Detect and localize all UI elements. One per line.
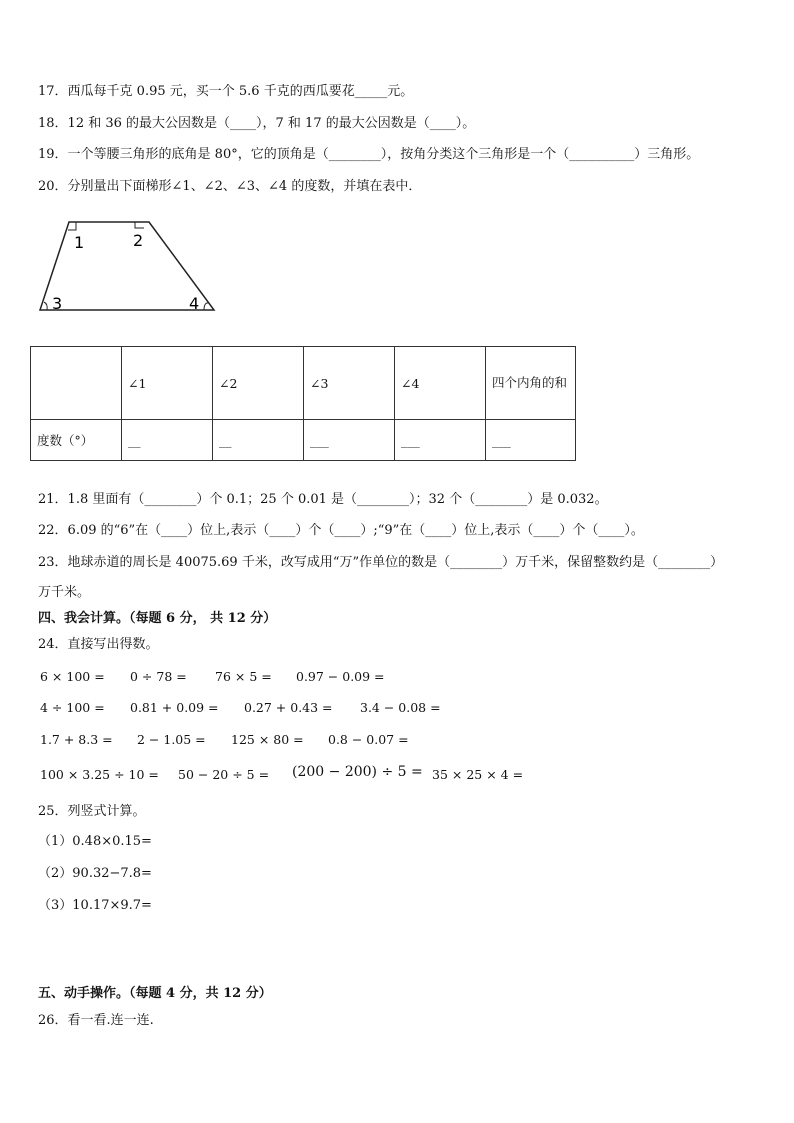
question-23-continuation: 万千米。 — [38, 585, 91, 600]
table-row — [31, 420, 576, 461]
section-4-heading: 四、我会计算。（每题 6 分， 共 12 分） — [38, 611, 277, 626]
question-25-3: （3）10.17×9.7= — [38, 898, 152, 913]
calc-item: 3.4 − 0.08 = — [360, 700, 441, 715]
calc-item: 2 − 1.05 = — [137, 732, 206, 747]
angle-4-label: 4 — [189, 294, 200, 313]
question-17: 17．西瓜每千克 0.95 元，买一个 5.6 千克的西瓜要花_____元。 — [38, 84, 414, 99]
table-header-cell — [31, 347, 122, 420]
question-22: 22．6.09 的“6”在（____）位上,表示（____）个（____）;“9”在（____）位上,表示（____）个（____）。 — [38, 523, 644, 538]
question-25-1: （1）0.48×0.15= — [38, 834, 152, 849]
table-cell: ___ — [395, 420, 486, 461]
table-header-cell: ∠4 — [395, 347, 486, 420]
table-cell: __ — [213, 420, 304, 461]
question-21: 21．1.8 里面有（________）个 0.1；25 个 0.01 是（________）；32 个（________）是 0.032。 — [38, 492, 608, 507]
calc-item: 0.81 + 0.09 = — [130, 700, 219, 715]
calc-item: 100 × 3.25 ÷ 10 = — [40, 767, 159, 782]
calc-item: 50 − 20 ÷ 5 = — [178, 767, 270, 782]
calc-item: 0.97 − 0.09 = — [296, 669, 385, 684]
section-5-heading: 五、动手操作。（每题 4 分，共 12 分） — [38, 986, 272, 1001]
table-header-row — [31, 347, 576, 420]
question-24: 24．直接写出得数。 — [38, 637, 159, 652]
angle-4-mark — [204, 303, 209, 310]
question-19: 19．一个等腰三角形的底角是 80°，它的顶角是（________），按角分类这个三角形是一个（__________）三角形。 — [38, 147, 700, 162]
angle-3-mark — [44, 302, 47, 310]
question-23: 23．地球赤道的周长是 40075.69 千米，改写成用“万”作单位的数是（________）万千米，保留整数约是（________） — [38, 555, 724, 570]
table-cell: __ — [122, 420, 213, 461]
angle-degree-table — [30, 346, 576, 461]
question-20: 20．分别量出下面梯形∠1、∠2、∠3、∠4 的度数，并填在表中． — [38, 179, 422, 194]
angle-1-label: 1 — [74, 233, 85, 252]
trapezoid-figure — [36, 216, 221, 316]
calc-item: 0 ÷ 78 = — [130, 669, 187, 684]
calc-item: 125 × 80 = — [231, 732, 304, 747]
angle-2-label: 2 — [133, 231, 144, 250]
table-row-label: 度数（°） — [31, 420, 122, 461]
table-header-cell: 四个内角的和 — [486, 347, 576, 420]
angle-3-label: 3 — [52, 294, 63, 313]
calc-item: 6 × 100 = — [40, 669, 105, 684]
calc-item: 4 ÷ 100 = — [40, 700, 105, 715]
table-cell: ___ — [486, 420, 576, 461]
question-26: 26．看一看.连一连. — [38, 1013, 154, 1028]
angle-2-mark — [135, 222, 144, 228]
calc-item: 0.8 − 0.07 = — [328, 732, 409, 747]
calc-item: 0.27 + 0.43 = — [244, 700, 333, 715]
question-25-2: （2）90.32−7.8= — [38, 866, 152, 881]
calc-item: 35 × 25 × 4 = — [432, 767, 524, 782]
table-header-cell: ∠1 — [122, 347, 213, 420]
calc-item: (200 − 200) ÷ 5 = — [292, 764, 423, 780]
table-cell: ___ — [304, 420, 395, 461]
trapezoid-shape — [40, 222, 214, 310]
table-header-cell: ∠2 — [213, 347, 304, 420]
table-header-cell: ∠3 — [304, 347, 395, 420]
question-18: 18．12 和 36 的最大公因数是（____），7 和 17 的最大公因数是（____）。 — [38, 116, 476, 131]
question-25: 25．列竖式计算。 — [38, 804, 146, 819]
calc-item: 1.7 + 8.3 = — [40, 732, 113, 747]
calc-item: 76 × 5 = — [215, 669, 272, 684]
